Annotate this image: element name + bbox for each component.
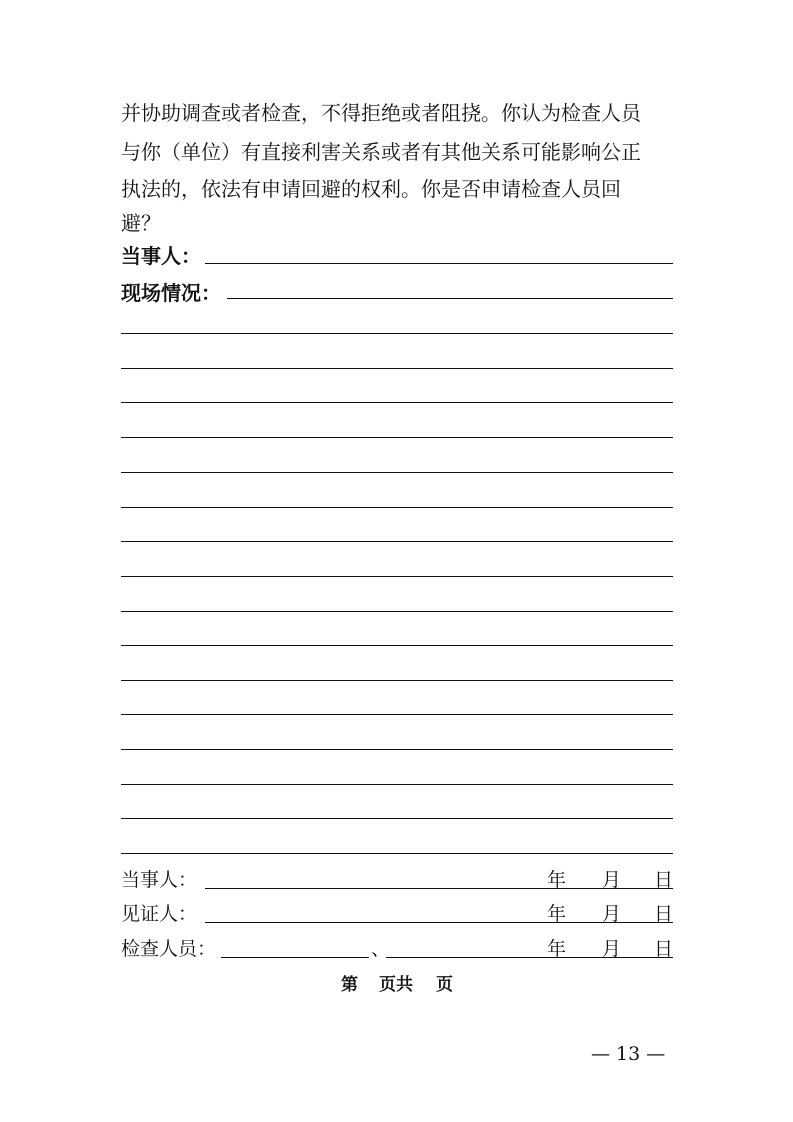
date-month-label: 月	[602, 903, 622, 925]
date-day-label: 日	[654, 869, 674, 891]
party-field-label: 当事人：	[121, 244, 201, 268]
writing-line[interactable]	[121, 333, 673, 334]
writing-line[interactable]	[121, 645, 673, 646]
date-year-label: 年	[547, 869, 567, 891]
paragraph-line-3: 执法的，依法有申请回避的权利。你是否申请检查人员回	[121, 177, 621, 201]
date-day-label: 日	[654, 903, 674, 925]
writing-line[interactable]	[121, 749, 673, 750]
page-number: — 13 —	[591, 1043, 666, 1065]
writing-line[interactable]	[121, 368, 673, 369]
signature-inspector-line-2[interactable]	[386, 957, 673, 958]
paragraph-line-2: 与你（单位）有直接利害关系或者有其他关系可能影响公正	[121, 140, 641, 164]
signature-witness-label: 见证人：	[121, 903, 198, 925]
writing-line[interactable]	[121, 541, 673, 542]
writing-line[interactable]	[121, 576, 673, 577]
writing-line[interactable]	[121, 784, 673, 785]
writing-line[interactable]	[121, 818, 673, 819]
date-year-label: 年	[547, 938, 567, 960]
date-day-label: 日	[654, 938, 674, 960]
paragraph-line-4: 避？	[121, 211, 161, 235]
party-field-line[interactable]	[205, 263, 673, 264]
writing-line[interactable]	[121, 611, 673, 612]
page-of-middle: 页共	[379, 975, 413, 995]
signature-party-label: 当事人：	[121, 869, 198, 891]
writing-line[interactable]	[121, 437, 673, 438]
writing-line[interactable]	[121, 680, 673, 681]
signature-inspector-label: 检查人员：	[121, 938, 217, 960]
writing-line[interactable]	[121, 507, 673, 508]
scene-field-line[interactable]	[227, 298, 673, 299]
writing-line[interactable]	[121, 714, 673, 715]
paragraph-line-1: 并协助调查或者检查，不得拒绝或者阻挠。你认为检查人员	[121, 101, 641, 125]
writing-line[interactable]	[121, 472, 673, 473]
writing-line[interactable]	[121, 402, 673, 403]
date-month-label: 月	[602, 869, 622, 891]
writing-line[interactable]	[121, 853, 673, 854]
scene-field-label: 现场情况：	[121, 281, 221, 305]
signature-inspector-line-1[interactable]	[221, 957, 369, 958]
page-of-prefix: 第	[341, 975, 358, 995]
date-year-label: 年	[547, 903, 567, 925]
page-of-suffix: 页	[436, 975, 453, 995]
inspector-separator: 、	[371, 938, 391, 960]
date-month-label: 月	[602, 938, 622, 960]
